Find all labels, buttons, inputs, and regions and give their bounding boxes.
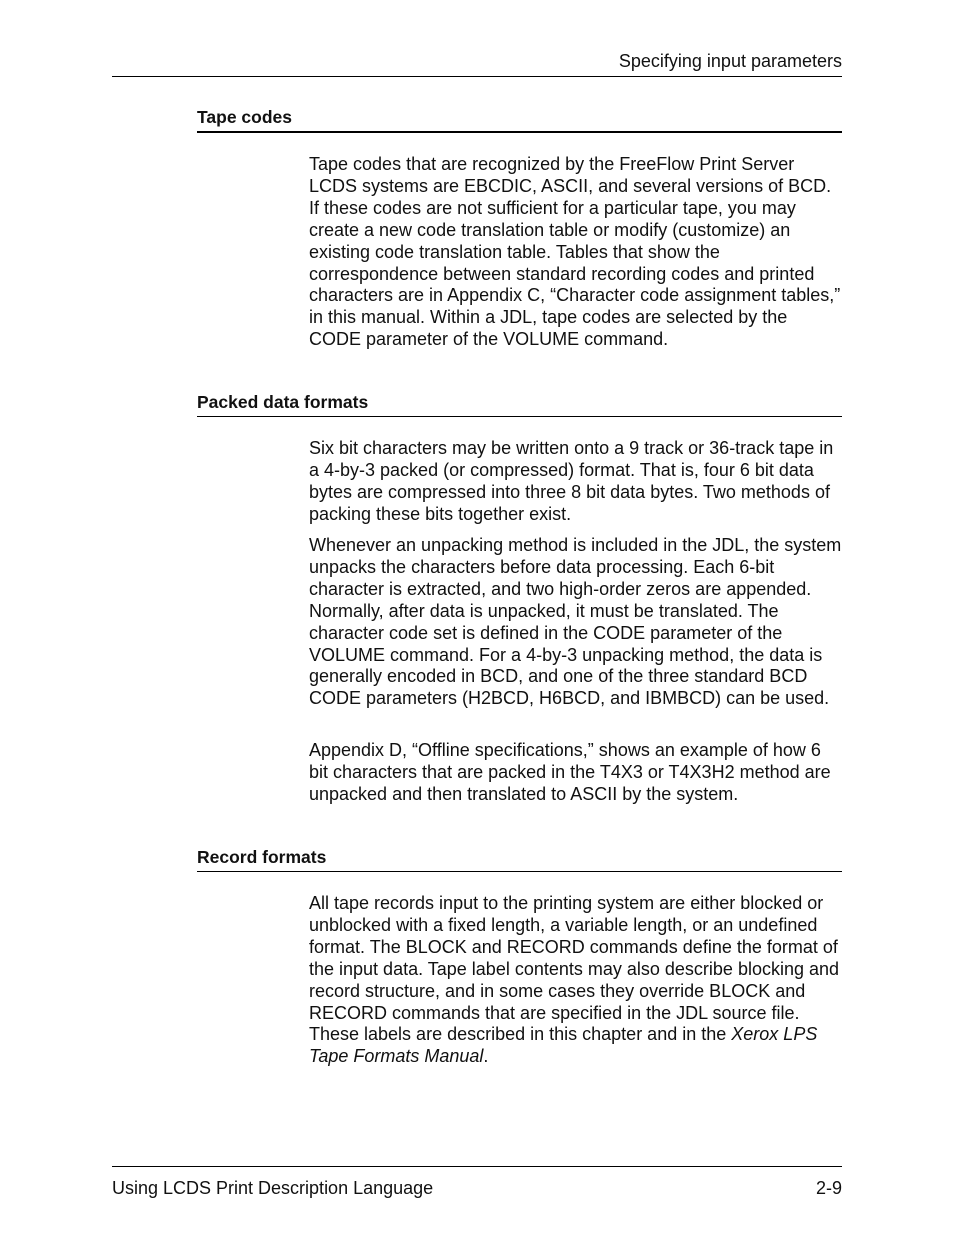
footer-rule (112, 1166, 842, 1167)
section-heading-packed-data-formats: Packed data formats (197, 391, 842, 417)
section-heading-tape-codes: Tape codes (197, 106, 842, 133)
packed-data-paragraph-1: Six bit characters may be written onto a 9 track or 36-track tape in a 4-by-3 packed (or compressed) format. That is, four 6 bit data bytes are compressed into three 8 bit data bytes. Two methods of packing these bits together exist. (309, 438, 834, 524)
record-formats-paragraph (309, 893, 844, 1068)
footer-title: Using LCDS Print Description Language (112, 1178, 434, 1198)
running-header (112, 50, 842, 77)
citation-end: . (483, 1046, 489, 1067)
manual-citation: Xerox LPS Tape Formats Manual (309, 1024, 818, 1067)
record-formats-text: All tape records input to the printing system are either blocked or unblocked with a fixed length, a variable length, or an undefined format. The BLOCK and RECORD commands define the format of the input data. Tape label contents may also describe blocking and record structure, and in some cases they override BLOCK and RECORD commands that are specified in the JDL source file. These labels are described in this chapter and in the (309, 893, 840, 1045)
section-heading-record-formats: Record formats (197, 846, 842, 872)
running-header-title: Specifying input parameters (618, 51, 842, 71)
packed-data-paragraph-2: Whenever an unpacking method is included in the JDL, the system unpacks the characters before data processing. Each 6-bit character is extracted, and two high-order zeros are appended. Normally, after data is unpacked, it must be translated. The character code set is defined in the CODE parameter of the VOLUME command. For a 4-by-3 unpacking method, the data is generally encoded in BCD, and one of the three standard BCD CODE parameters (H2BCD, H6BCD, and IBMBCD) can be used. (309, 535, 842, 709)
page-number: 2-9 (815, 1178, 842, 1198)
tape-codes-paragraph: Tape codes that are recognized by the FreeFlow Print Server LCDS systems are EBCDIC, ASCII, and several versions of BCD. If these codes are not sufficient for a particular tape, you may create a new code translation table or modify (customize) an existing code translation table. Tables that show the correspondence between standard recording codes and printed characters are in Appendix C, “Character code assignment tables,” in this manual. Within a JDL, tape codes are selected by the CODE parameter of the VOLUME command. (309, 154, 841, 350)
packed-data-paragraph-3: Appendix D, “Offline specifications,” shows an example of how 6 bit characters that are packed in the T4X3 or T4X3H2 method are unpacked and then translated to ASCII by the system. (309, 740, 831, 804)
